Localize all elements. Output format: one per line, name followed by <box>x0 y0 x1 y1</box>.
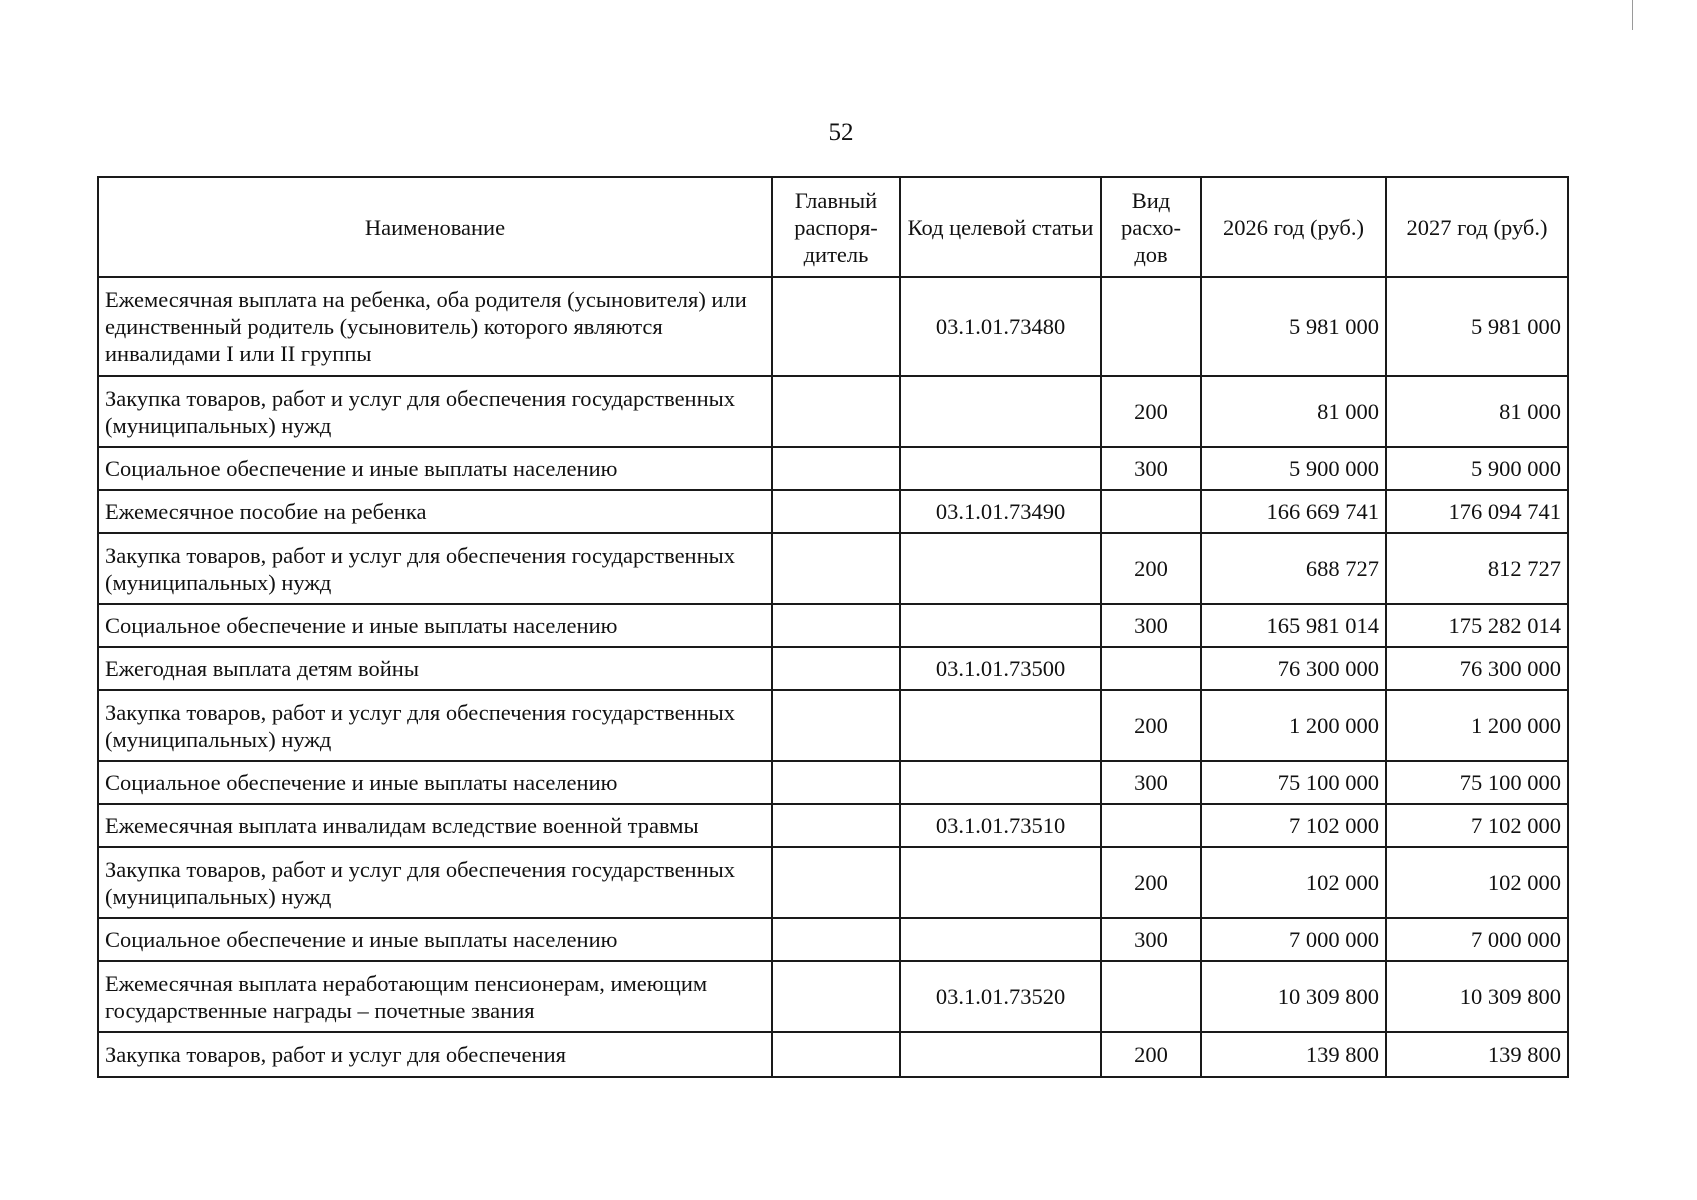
row-admin <box>772 1032 900 1077</box>
header-expense-type: Вид расхо-дов <box>1101 177 1201 277</box>
row-expense-type <box>1101 961 1201 1032</box>
row-admin <box>772 847 900 918</box>
row-name: Ежемесячная выплата неработающим пенсионерам, имеющим государственные награды – почетные звания <box>98 961 772 1032</box>
row-amount-2026: 1 200 000 <box>1201 690 1386 761</box>
row-name: Закупка товаров, работ и услуг для обеспечения государственных (муниципальных) нужд <box>98 533 772 604</box>
row-admin <box>772 961 900 1032</box>
row-amount-2027: 175 282 014 <box>1386 604 1568 647</box>
row-expense-type: 300 <box>1101 918 1201 961</box>
row-code <box>900 1032 1101 1077</box>
row-name: Закупка товаров, работ и услуг для обеспечения государственных (муниципальных) нужд <box>98 690 772 761</box>
row-amount-2026: 81 000 <box>1201 376 1386 447</box>
row-admin <box>772 447 900 490</box>
row-name: Социальное обеспечение и иные выплаты населению <box>98 604 772 647</box>
table-row <box>98 690 1568 761</box>
row-admin <box>772 690 900 761</box>
page-number: 52 <box>828 119 854 146</box>
row-amount-2026: 7 000 000 <box>1201 918 1386 961</box>
row-expense-type <box>1101 647 1201 690</box>
table-row <box>98 376 1568 447</box>
row-expense-type <box>1101 490 1201 533</box>
row-code: 03.1.01.73500 <box>900 647 1101 690</box>
row-expense-type <box>1101 804 1201 847</box>
row-admin <box>772 604 900 647</box>
row-amount-2027: 102 000 <box>1386 847 1568 918</box>
header-year-2027: 2027 год (руб.) <box>1386 177 1568 277</box>
table-row <box>98 490 1568 533</box>
row-expense-type: 300 <box>1101 761 1201 804</box>
table-row <box>98 447 1568 490</box>
table-row <box>98 604 1568 647</box>
row-amount-2027: 76 300 000 <box>1386 647 1568 690</box>
row-amount-2027: 812 727 <box>1386 533 1568 604</box>
row-amount-2026: 688 727 <box>1201 533 1386 604</box>
row-expense-type: 200 <box>1101 847 1201 918</box>
row-admin <box>772 804 900 847</box>
row-amount-2027: 5 981 000 <box>1386 277 1568 376</box>
header-name: Наименование <box>98 177 772 277</box>
row-name: Социальное обеспечение и иные выплаты населению <box>98 447 772 490</box>
row-expense-type <box>1101 277 1201 376</box>
table-row <box>98 918 1568 961</box>
row-amount-2026: 75 100 000 <box>1201 761 1386 804</box>
row-amount-2027: 1 200 000 <box>1386 690 1568 761</box>
row-expense-type: 300 <box>1101 604 1201 647</box>
table-row <box>98 277 1568 376</box>
row-name: Закупка товаров, работ и услуг для обеспечения <box>98 1032 772 1077</box>
table-header-row <box>98 177 1568 277</box>
row-code <box>900 690 1101 761</box>
row-code <box>900 604 1101 647</box>
row-amount-2026: 10 309 800 <box>1201 961 1386 1032</box>
header-admin: Главный распоря-дитель <box>772 177 900 277</box>
row-admin <box>772 761 900 804</box>
row-amount-2026: 76 300 000 <box>1201 647 1386 690</box>
row-name: Закупка товаров, работ и услуг для обеспечения государственных (муниципальных) нужд <box>98 847 772 918</box>
row-code: 03.1.01.73520 <box>900 961 1101 1032</box>
row-amount-2027: 7 102 000 <box>1386 804 1568 847</box>
row-code: 03.1.01.73490 <box>900 490 1101 533</box>
table-row <box>98 804 1568 847</box>
row-code: 03.1.01.73480 <box>900 277 1101 376</box>
table-row <box>98 761 1568 804</box>
row-expense-type: 200 <box>1101 1032 1201 1077</box>
row-admin <box>772 918 900 961</box>
row-amount-2026: 5 981 000 <box>1201 277 1386 376</box>
row-amount-2026: 165 981 014 <box>1201 604 1386 647</box>
row-code <box>900 761 1101 804</box>
row-admin <box>772 533 900 604</box>
row-amount-2027: 75 100 000 <box>1386 761 1568 804</box>
row-name: Закупка товаров, работ и услуг для обеспечения государственных (муниципальных) нужд <box>98 376 772 447</box>
row-name: Ежегодная выплата детям войны <box>98 647 772 690</box>
row-amount-2027: 81 000 <box>1386 376 1568 447</box>
row-name: Ежемесячная выплата инвалидам вследствие военной травмы <box>98 804 772 847</box>
scan-edge-mark <box>1632 0 1633 30</box>
row-amount-2026: 5 900 000 <box>1201 447 1386 490</box>
row-code <box>900 533 1101 604</box>
budget-table <box>97 176 1569 1078</box>
row-amount-2027: 139 800 <box>1386 1032 1568 1077</box>
row-code <box>900 847 1101 918</box>
row-admin <box>772 490 900 533</box>
row-name: Ежемесячное пособие на ребенка <box>98 490 772 533</box>
row-name: Ежемесячная выплата на ребенка, оба родителя (усыновителя) или единственный родитель (усыновитель) которого являются инвалидами I или II группы <box>98 277 772 376</box>
row-code: 03.1.01.73510 <box>900 804 1101 847</box>
row-amount-2026: 102 000 <box>1201 847 1386 918</box>
table-row <box>98 961 1568 1032</box>
table-row <box>98 1032 1568 1077</box>
row-expense-type: 300 <box>1101 447 1201 490</box>
table-row <box>98 533 1568 604</box>
header-code: Код целевой статьи <box>900 177 1101 277</box>
row-code <box>900 447 1101 490</box>
row-amount-2027: 5 900 000 <box>1386 447 1568 490</box>
row-admin <box>772 376 900 447</box>
row-amount-2027: 176 094 741 <box>1386 490 1568 533</box>
row-expense-type: 200 <box>1101 533 1201 604</box>
row-admin <box>772 277 900 376</box>
row-amount-2026: 139 800 <box>1201 1032 1386 1077</box>
header-year-2026: 2026 год (руб.) <box>1201 177 1386 277</box>
row-amount-2026: 7 102 000 <box>1201 804 1386 847</box>
row-name: Социальное обеспечение и иные выплаты населению <box>98 918 772 961</box>
row-amount-2027: 10 309 800 <box>1386 961 1568 1032</box>
row-amount-2027: 7 000 000 <box>1386 918 1568 961</box>
row-name: Социальное обеспечение и иные выплаты населению <box>98 761 772 804</box>
row-code <box>900 918 1101 961</box>
row-expense-type: 200 <box>1101 376 1201 447</box>
row-amount-2026: 166 669 741 <box>1201 490 1386 533</box>
row-admin <box>772 647 900 690</box>
row-expense-type: 200 <box>1101 690 1201 761</box>
table-row <box>98 647 1568 690</box>
row-code <box>900 376 1101 447</box>
table-row <box>98 847 1568 918</box>
